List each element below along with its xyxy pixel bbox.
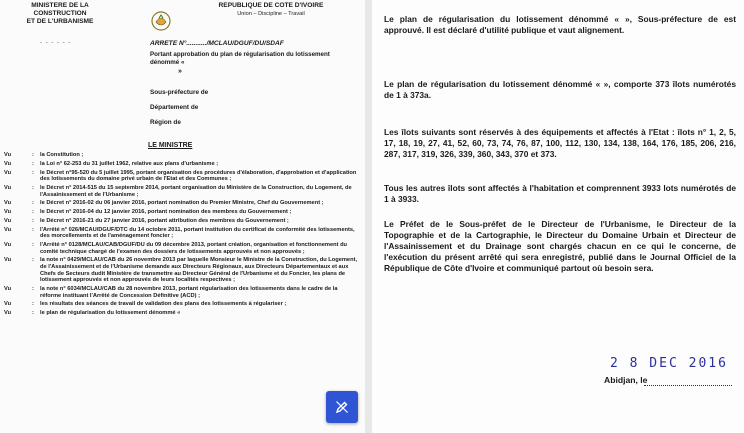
vu-text: la Loi n° 62-253 du 31 juillet 1962, relative aux plans d'urbanisme ; — [40, 160, 219, 167]
vu-item — [4, 170, 359, 183]
field-sous-prefecture: Sous-préfecture de — [150, 89, 209, 96]
date-stamp: 2 8 DEC 2016 — [610, 356, 728, 371]
vu-text: le Décret n°95-520 du 5 juillet 1995, portant organisation des procédures d'élaboration, d'approbation et d'application des lotissements du domaine privé urbain de l'Etat et des Communes ; — [40, 169, 357, 183]
vu-item — [4, 310, 359, 317]
vu-colon: : — [32, 226, 34, 233]
vu-label: Vu — [4, 152, 12, 158]
vu-text: le Décret n° 2014-515 du 15 septembre 2014, portant organisation du Ministère de la Construction, du Logement, de l'Assainissement et de l'Urbanisme ; — [40, 184, 352, 198]
vu-item — [4, 185, 359, 198]
vu-label: Vu — [4, 242, 12, 249]
header-dashes: - - - - - - — [40, 40, 72, 46]
edit-fab-button[interactable] — [326, 391, 358, 423]
vu-item — [4, 200, 359, 207]
article-5-text: Le Préfet de le Sous-préfet de le Directeur de l'Urbanisme, le Directeur de la Topographie et de la Cartographie, le Directeur du Domaine Urbain et Directeur de l'Assainissement et du Drainage sont chargés chacun en ce qui le concerne, de l'exécution du présent arrêté qui sera enregistré, publié dans le Journal Officiel de la République de Côte d'Ivoire et communiqué partout où besoin sera. — [384, 219, 736, 273]
vu-item — [4, 209, 359, 216]
signature-place: Abidjan, le — [604, 375, 648, 385]
arrete-subject: Portant approbation du plan de régularisation du lotissement dénommé « — [150, 51, 330, 66]
edit-pen-icon — [335, 400, 349, 414]
vu-label: Vu — [4, 257, 12, 264]
vu-label: Vu — [4, 301, 12, 308]
vu-label: Vu — [4, 217, 12, 224]
vu-colon: : — [32, 184, 34, 191]
vu-label: Vu — [4, 184, 12, 191]
left-document-page — [0, 0, 365, 433]
vu-colon: : — [32, 160, 34, 167]
vu-label: Vu — [4, 209, 12, 216]
vu-text: les résultats des séances de travail de validation des plans des lotissements à régulariser ; — [40, 301, 287, 308]
vu-colon: : — [32, 217, 34, 224]
vu-label: Vu — [4, 310, 12, 317]
vu-text: la Constitution ; — [40, 152, 84, 158]
field-departement: Département de — [150, 104, 199, 111]
vu-item — [4, 161, 359, 168]
right-document-page — [372, 0, 744, 433]
article-2-text: Le plan de régularisation du lotissement dénommé « », comporte 373 îlots numérotés de 1 à 373a. — [384, 79, 736, 100]
vu-colon: : — [32, 169, 34, 176]
vu-label: Vu — [4, 160, 12, 167]
ministry-header — [4, 2, 116, 26]
vu-colon: : — [32, 301, 34, 308]
ministry-line-1: MINISTERE DE LA CONSTRUCTION — [31, 2, 89, 17]
vu-colon: : — [32, 257, 34, 264]
article-4-text: Tous les autres îlots sont affectés à l'habitation et comprennent 3933 lots numérotés de 1 à 3933. — [384, 183, 736, 204]
vu-text: l'Arrêté n° 0128/MCLAU/CAB/DGUF/DU du 09 décembre 2013, portant création, organisation et fonctionnement du comité technique chargé de l'examen des dossiers de lotissements approuvés et non approuvés ; — [40, 242, 348, 255]
arrete-number: ARRETE N°.........../MCLAU/DGUF/DU/SDAF — [150, 40, 284, 47]
vu-label: Vu — [4, 169, 12, 176]
signature-dotted-line — [644, 385, 732, 386]
vu-colon: : — [32, 200, 34, 207]
vu-colon: : — [32, 285, 34, 292]
vu-colon: : — [32, 152, 34, 158]
vu-item — [4, 286, 359, 299]
vu-text: le plan de régularisation du lotissement dénommé « — [40, 310, 181, 317]
vu-item — [4, 218, 359, 225]
vu-text: l'Arrêté n° 026/MCAU/DGUF/DTC du 14 octobre 2011, portant institution du certificat de conformité des lotissements, des morcellements et de l'aménagement foncier ; — [40, 226, 355, 240]
vu-text: la note n° 0429/MCLAU/CAB du 26 novembre 2013 par laquelle Monsieur le Ministre de la Construction, du Logement, de l'Assainissement et de l'Urbanisme demande aux Directeurs Régionaux, aux Directeurs Départementaux et aux Chefs de Secteurs dudit Ministère de transmettre au Directeur Général de l'Urbanisme et du Foncier, les plans de lotissement approuvés et non approuvés de leurs localités respectives ; — [40, 257, 358, 284]
field-region: Région de — [150, 119, 181, 126]
article-1-text: Le plan de régularisation du lotissement dénommé « », Sous-préfecture de est approuvé. Il est déclaré d'utilité publique et vaut alignement. — [384, 14, 736, 35]
vu-list — [4, 152, 359, 319]
vu-label: Vu — [4, 200, 12, 207]
vu-text: la note n° 6034/MCLAU/CAB du 28 novembre 2013, portant régularisation des lotissements dans le cadre de la réforme instituant l'Arrêté de Concession Définitive (ACD) ; — [40, 285, 338, 299]
page-title: LE MINISTRE — [148, 142, 193, 149]
republic-header — [196, 2, 346, 18]
page-divider — [365, 0, 372, 433]
ministry-line-2: ET DE L'URBANISME — [26, 18, 94, 25]
vu-label: Vu — [4, 285, 12, 292]
vu-colon: : — [32, 209, 34, 216]
vu-text: le Décret n° 2016-04 du 12 janvier 2016, portant nomination des membres du Gouvernement ; — [40, 209, 292, 216]
vu-item — [4, 301, 359, 308]
vu-colon: : — [32, 310, 34, 317]
vu-item — [4, 242, 359, 255]
vu-label: Vu — [4, 226, 12, 233]
republic-title: REPUBLIQUE DE COTE D'IVOIRE — [218, 2, 324, 9]
vu-text: le Décret n° 2016-21 du 27 janvier 2016, portant attribution des membres du Gouvernement ; — [40, 217, 289, 224]
article-3-text: Les îlots suivants sont réservés à des équipements et affectés à l'Etat : îlots n° 1, 2, 5, 17, 18, 19, 27, 41, 52, 60, 73, 74, 76, 87, 100, 112, 130, 134, 138, 164, 176, 185, 206, 216, 287, 317, 319, 326, 339, 360, 343, 370 et 373. — [384, 127, 736, 159]
vu-colon: : — [32, 242, 34, 249]
vu-item — [4, 152, 359, 159]
vu-text: le Décret n° 2016-02 du 06 janvier 2016, portant nomination du Premier Ministre, Chef du Gouvernement ; — [40, 200, 324, 207]
vu-item — [4, 257, 359, 283]
vu-item — [4, 227, 359, 240]
subject-quote-close: » — [178, 68, 182, 75]
coat-of-arms-icon — [150, 10, 172, 32]
motto: Union – Discipline – Travail — [237, 11, 305, 17]
